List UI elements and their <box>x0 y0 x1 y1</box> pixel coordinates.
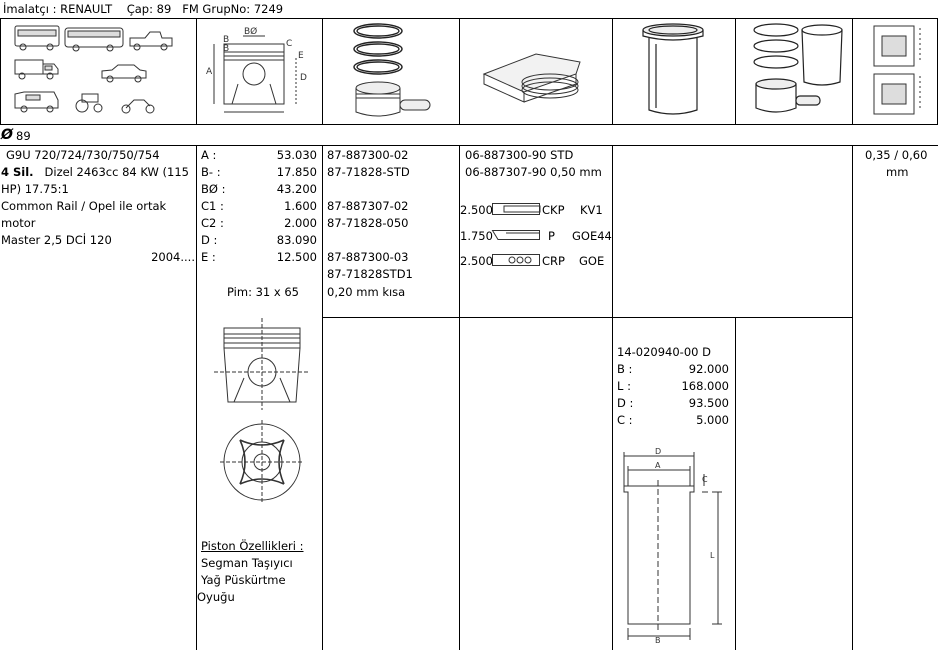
svg-text:D: D <box>655 447 662 456</box>
piston-part-6: 87-71828STD1 <box>327 267 413 281</box>
svg-text:A: A <box>655 461 661 470</box>
ring-scraper-icon <box>492 230 540 240</box>
liner-clearance-range: 0,35 / 0,60 <box>865 148 928 162</box>
engine-line <box>1 165 189 179</box>
piston-feature-3: Oyuğu <box>197 590 235 604</box>
ring-set-box-drawing <box>476 44 596 104</box>
piston-dimension-drawing <box>200 24 318 120</box>
piston-part-1: 87-887300-02 <box>327 148 409 162</box>
svg-text:C: C <box>702 475 708 484</box>
piston-part-note: 0,20 mm kısa <box>327 285 406 299</box>
engine-kit-drawing <box>746 22 848 120</box>
piston-section-drawing <box>862 22 934 120</box>
svg-text:L: L <box>710 551 715 560</box>
diameter-value: 89 <box>16 129 31 143</box>
piston-part-5: 87-887300-03 <box>327 250 409 264</box>
ring-1-width: 2.500 <box>460 203 493 217</box>
piston-top-drawing <box>220 420 304 504</box>
dim-value-b: 17.850 <box>276 165 317 179</box>
liner-value-b: 92.000 <box>688 362 729 376</box>
header-text <box>3 2 283 16</box>
svg-text:C: C <box>286 39 293 49</box>
dim-label-bo: BØ : <box>201 182 226 196</box>
engine-year: 2004.... <box>151 250 195 264</box>
pin-size: Pim: 31 x 65 <box>227 285 299 299</box>
ring-2-type: P <box>548 229 555 243</box>
dim-value-e: 12.500 <box>276 250 317 264</box>
liner-label-b: B : <box>617 362 633 376</box>
vehicles-icon <box>10 22 190 120</box>
liner-clearance-unit: mm <box>886 165 909 179</box>
ring-3-type: CRP <box>542 254 565 268</box>
ring-1-code: KV1 <box>580 203 603 217</box>
svg-text:B: B <box>655 636 661 645</box>
dim-label-d: D : <box>201 233 218 247</box>
ring-set-code-2: 06-887307-90 0,50 mm <box>465 165 602 179</box>
engine-desc3: Common Rail / Opel ile ortak <box>1 199 167 213</box>
piston-feature-2: Yağ Püskürtme <box>201 573 286 587</box>
liner-dimension-drawing <box>616 446 728 644</box>
liner-value-l: 168.000 <box>681 379 729 393</box>
liner-value-c: 5.000 <box>696 413 729 427</box>
diameter-icon: Ø <box>1 127 13 143</box>
bore-label: Çap: 89 <box>126 2 172 16</box>
ring-3-code: GOE <box>579 254 605 268</box>
engine-desc2: HP) 17.75:1 <box>1 182 69 196</box>
dim-value-bo: 43.200 <box>276 182 317 196</box>
piston-part-4: 87-71828-050 <box>327 216 409 230</box>
manufacturer: İmalatçı : RENAULT <box>3 2 113 16</box>
engine-desc4: motor <box>1 216 36 230</box>
piston-features-title: Piston Özellikleri : <box>201 539 304 553</box>
ring-compression-icon <box>492 203 540 215</box>
svg-text:B: B <box>223 35 230 45</box>
liner-code: 14-020940-00 D <box>617 345 711 359</box>
ring-set-code-1: 06-887300-90 STD <box>465 148 574 162</box>
piston-part-3: 87-887307-02 <box>327 199 409 213</box>
dim-value-c2: 2.000 <box>284 216 317 230</box>
piston-feature-1: Segman Taşıyıcı <box>201 556 293 570</box>
dim-label-c1: C1 : <box>201 199 224 213</box>
cylinder-liner-drawing <box>638 22 708 118</box>
engine-model: Master 2,5 DCİ 120 <box>1 233 112 247</box>
fm-group: FM GrupNo: 7249 <box>182 2 284 16</box>
ring-2-code: GOE44 <box>572 229 612 243</box>
ring-and-piston-drawing <box>340 22 446 120</box>
cylinders: 4 Sil. <box>1 165 34 179</box>
dim-label-a: A : <box>201 148 217 162</box>
piston-part-2: 87-71828-STD <box>327 165 410 179</box>
dim-value-a: 53.030 <box>276 148 317 162</box>
svg-text:E: E <box>298 51 304 61</box>
ring-1-type: CKP <box>542 203 565 217</box>
dim-label-b: B- : <box>201 165 221 179</box>
liner-label-c: C : <box>617 413 633 427</box>
liner-value-d: 93.500 <box>688 396 729 410</box>
dim-label-c2: C2 : <box>201 216 224 230</box>
dim-label-e: E : <box>201 250 216 264</box>
svg-text:A: A <box>206 67 213 77</box>
liner-label-l: L : <box>617 379 631 393</box>
piston-side-drawing <box>214 318 310 410</box>
ring-2-width: 1.750 <box>460 229 493 243</box>
svg-text:D: D <box>300 73 307 83</box>
ring-3-width: 2.500 <box>460 254 493 268</box>
svg-text:BØ: BØ <box>244 27 258 37</box>
dim-value-d: 83.090 <box>276 233 317 247</box>
ring-oil-icon <box>492 254 540 266</box>
engine-desc1: Dizel 2463cc 84 KW (115 <box>44 165 189 179</box>
liner-label-d: D : <box>617 396 634 410</box>
engine-code: G9U 720/724/730/750/754 <box>6 148 160 162</box>
dim-value-c1: 1.600 <box>284 199 317 213</box>
svg-text:B: B <box>223 44 230 54</box>
